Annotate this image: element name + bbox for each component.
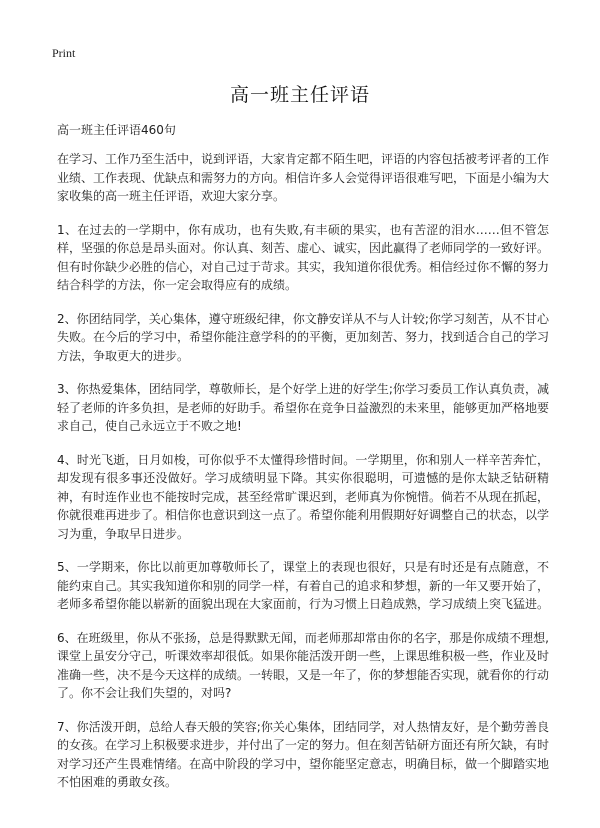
- document-subtitle: 高一班主任评语460句: [57, 123, 176, 137]
- comment-paragraph-4: 4、时光飞逝，日月如梭，可你似乎不太懂得珍惜时间。一学期里，你和别人一样辛苦奔忙，却发现有很多事还没做好。学习成绩明显下降。其实你很聪明，可遗憾的是你太缺乏钻研精神，有时连作业也不能按时完成，甚至经常旷课迟到，老师真为你惋惜。倘若不从现在抓起，你就很难再进步了。相信你也意识到这一点了。希望你能利用假期好好调整自己的状态，以学习为重，争取早日进步。: [57, 452, 550, 541]
- comment-paragraph-7: 7、你活泼开朗，总给人春天般的笑容;你关心集体，团结同学，对人热情友好，是个勤劳善良的女孩。在学习上积极要求进步，并付出了一定的努力。但在刻苦钻研方面还有所欠缺，有时对学习还产生畏难情绪。在高中阶段的学习中，望你能坚定意志，明确目标，做一个脚踏实地不怕困难的勇敢女孩。: [57, 719, 550, 789]
- comment-paragraph-2: 2、你团结同学，关心集体，遵守班级纪律，你文静安详从不与人计较;你学习刻苦，从不甘心失败。在今后的学习中，希望你能注意学科的的平衡，更加刻苦、努力，找到适合自己的学习方法，争取更大的进步。: [57, 311, 550, 363]
- page-title: 高一班主任评语: [229, 84, 370, 106]
- comment-paragraph-6: 6、在班级里，你从不张扬，总是得默默无闻，而老师那却常由你的名字，那是你成绩不理想,课堂上虽安分守己，听课效率却很低。如果你能活泼开朗一些，上课思维积极一些，作业及时准确一些，决不是今天这样的成绩。一转眼，又是一年了，你的梦想能否实现，就看你的行动了。你不会让我们失望的，对吗?: [57, 630, 550, 700]
- intro-paragraph: 在学习、工作乃至生活中，说到评语，大家肯定都不陌生吧，评语的内容包括被考评者的工作业绩、工作表现、优缺点和需努力的方向。相信许多人会觉得评语很难写吧，下面是小编为大家收集的高一班主任评语，欢迎大家分享。: [57, 152, 550, 203]
- document-body: [57, 150, 549, 807]
- comment-paragraph-5: 5、一学期来，你比以前更加尊敬师长了，课堂上的表现也很好，只是有时还是有点随意，不能约束自己。其实我知道你和别的同学一样，有着自己的追求和梦想，新的一年又要开始了，老师多希望你能以崭新的面貌出现在大家面前，行为习惯上日趋成熟，学习成绩上突飞猛进。: [57, 560, 550, 611]
- comment-paragraph-3: 3、你热爱集体，团结同学，尊敬师长，是个好学上进的好学生;你学习委员工作认真负责，减轻了老师的许多负担，是老师的好助手。希望你在竞争日益激烈的未来里，能够更加严格地要求自己，使自己永远立于不败之地!: [57, 382, 550, 433]
- print-link[interactable]: Print: [52, 46, 76, 60]
- comment-paragraph-1: 1、在过去的一学期中，你有成功，也有失败,有丰硕的果实，也有苦涩的泪水……但不管怎样，坚强的你总是昂头面对。你认真、刻苦、虚心、诚实，因此赢得了老师同学的一致好评。但有时你缺少必胜的信心，对自己过于苛求。其实，我知道你很优秀。相信经过你不懈的努力结合科学的方法，你一定会取得应有的成绩。: [57, 222, 550, 292]
